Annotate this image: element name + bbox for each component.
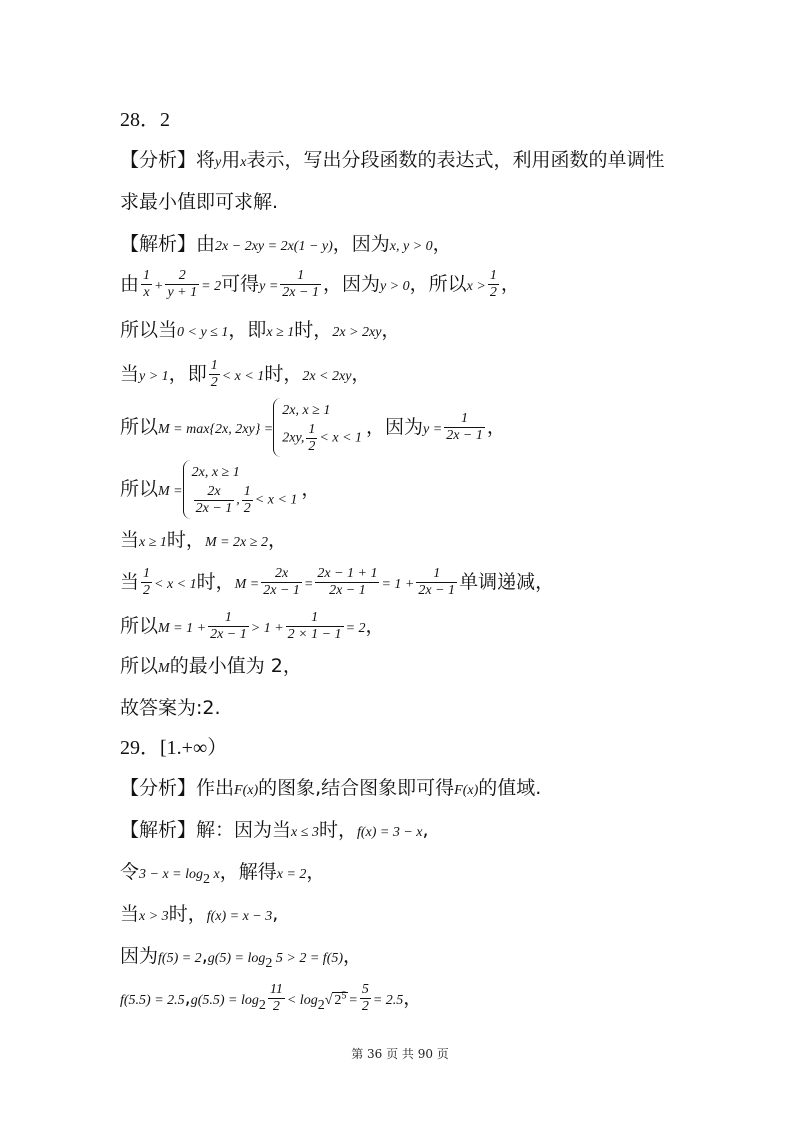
math-text: 所以当 xyxy=(120,319,178,341)
math-text xyxy=(416,566,457,599)
math-text: x > 3 xyxy=(139,909,169,924)
math-text: 所以 xyxy=(120,655,159,677)
q28-solution-line9 xyxy=(120,610,385,643)
fraction xyxy=(444,411,485,444)
math-text: 2 xyxy=(243,501,251,516)
math-text: 1 xyxy=(143,268,151,283)
math-text: , xyxy=(201,945,208,967)
math-text: ， xyxy=(301,478,321,500)
math-text: f(5.5) = 2.5 xyxy=(120,993,185,1008)
math-text: 2 xyxy=(165,268,199,285)
math-text: 1 xyxy=(416,566,457,583)
math-text: x xyxy=(143,285,150,300)
math-text: ， xyxy=(486,416,506,438)
math-text: 2x − 1 xyxy=(282,285,319,300)
q28-solution-line4 xyxy=(120,358,370,391)
analysis-label: 【分析】 xyxy=(120,777,197,799)
math-text: < x < 1 xyxy=(319,430,363,446)
math-text: y + 1 xyxy=(167,285,198,300)
q28-solution-line10 xyxy=(120,652,302,683)
math-text: F(x) xyxy=(234,783,259,798)
math-text: f(x) = x − 3 xyxy=(206,909,273,924)
math-text xyxy=(208,610,249,643)
math-text: 1 xyxy=(308,422,316,437)
math-text: 2x, x ≥ 1 xyxy=(191,465,240,480)
math-text: x > xyxy=(466,279,486,294)
math-text: ， xyxy=(500,273,520,295)
math-text: y > 1 xyxy=(139,369,169,384)
math-text: g(5.5) = log xyxy=(190,993,259,1008)
math-text: 2 xyxy=(203,871,211,887)
fraction xyxy=(280,268,321,301)
math-text: x ≥ 1 xyxy=(139,535,167,550)
math-text: 11 xyxy=(269,982,283,997)
math-text: 5 > 2 = f(5) xyxy=(272,951,344,966)
q28-solution-line2 xyxy=(120,268,520,301)
math-text xyxy=(242,484,253,517)
math-text xyxy=(332,992,348,1008)
math-text: 时， xyxy=(166,529,205,551)
math-text: 解：因为当 xyxy=(196,819,292,841)
math-text: x = 2 xyxy=(276,867,307,882)
q28-solution-line7 xyxy=(120,526,287,557)
math-text: ，解得 xyxy=(219,861,277,883)
math-text: 时， xyxy=(196,571,235,593)
math-text: 令 xyxy=(120,861,140,883)
math-text: 2x − 1 xyxy=(329,583,366,598)
math-text xyxy=(268,982,285,1015)
fraction xyxy=(165,268,199,301)
math-text: 2 xyxy=(317,997,325,1013)
math-text: f(x) = 3 − x xyxy=(356,825,423,840)
fraction xyxy=(488,268,499,301)
math-text: M = max{2x, 2xy} = xyxy=(158,422,274,437)
math-text: 5 xyxy=(341,990,347,1002)
math-text: x xyxy=(210,867,220,882)
math-text: 2 xyxy=(308,439,316,454)
math-text: 时， xyxy=(294,319,333,341)
math-text: 2x − 1 xyxy=(195,501,233,516)
math-text: ， xyxy=(365,615,385,637)
solution-label: 【解析】 xyxy=(120,819,197,841)
math-text: f(5) = 2 xyxy=(158,951,202,966)
math-text: 2x − 1 xyxy=(263,583,300,598)
math-text: 可得 xyxy=(221,273,260,295)
math-text: = xyxy=(303,577,314,592)
q28-solution-line3 xyxy=(120,316,400,347)
math-text: 时， xyxy=(318,819,357,841)
math-text: 所以 xyxy=(120,615,159,637)
math-text: 的值域. xyxy=(478,777,542,799)
math-text xyxy=(315,566,379,599)
math-text: M = 2x ≥ 2 xyxy=(204,535,268,550)
math-text: M = 1 + xyxy=(158,621,207,636)
q29-solution-line5 xyxy=(120,982,422,1020)
math-text: 作出 xyxy=(196,777,235,799)
math-text: 当 xyxy=(120,529,140,551)
piecewise-brace xyxy=(273,398,366,457)
math-text: y > 0 xyxy=(379,279,410,294)
math-text: 1 xyxy=(489,268,497,283)
math-text: 2 xyxy=(210,375,218,390)
math-text: < x < 1 xyxy=(154,577,197,592)
math-text: , xyxy=(236,492,240,508)
math-text: 1 xyxy=(444,411,485,428)
math-text: 2 xyxy=(143,583,151,598)
math-text: 当 xyxy=(120,571,140,593)
q28-analysis: 【分析】将y用x表示，写出分段函数的表达式，利用函数的单调性 xyxy=(120,149,665,171)
math-text: = 1 + xyxy=(381,577,415,592)
q29-analysis xyxy=(120,774,541,805)
math-text: 2 xyxy=(272,999,280,1014)
math-text: 的图象,结合图象即可得 xyxy=(258,777,455,799)
math-text xyxy=(141,566,152,599)
math-text: ，因为 xyxy=(322,273,380,295)
math-text: 时， xyxy=(264,363,303,385)
math-text: < log xyxy=(286,993,318,1008)
math-text: 当 xyxy=(120,903,140,925)
math-text: g(5) = log xyxy=(207,951,266,966)
solution-label: 【解析】 xyxy=(120,233,197,255)
math-text: 3 − x = log xyxy=(139,867,204,882)
math-text: 2x − 1 xyxy=(418,583,456,598)
q28-header: 28．2 xyxy=(120,109,170,131)
math-text: 1 xyxy=(243,484,251,499)
q29-header: 29．[1.+∞） xyxy=(120,737,228,759)
math-text: = 2 xyxy=(345,621,366,636)
q29-solution-line3 xyxy=(120,900,278,931)
math-text: 2x xyxy=(261,566,302,583)
math-text xyxy=(360,982,371,1015)
math-text xyxy=(261,566,302,599)
math-text: ， xyxy=(306,861,326,883)
q28-solution-line8 xyxy=(120,566,554,599)
fraction xyxy=(141,268,152,301)
math-text: ，因为 xyxy=(366,416,424,438)
math-text: = xyxy=(348,993,358,1008)
math-text: < x < 1 xyxy=(254,492,298,508)
math-text: 当 xyxy=(120,363,140,385)
math-text: + xyxy=(154,279,164,294)
math-text xyxy=(286,610,344,643)
math-text: 2 xyxy=(265,955,273,971)
math-text: , xyxy=(272,903,279,925)
math-text: 2 xyxy=(258,997,266,1013)
q28-answer: 故答案为:2. xyxy=(120,697,221,719)
math-text: , xyxy=(184,987,191,1009)
math-text: = 2.5 xyxy=(372,993,404,1008)
math-text: 2x, x ≥ 1 xyxy=(282,403,331,418)
math-text: ， xyxy=(267,529,287,551)
math-text: 单调递减， xyxy=(459,571,555,593)
math-text: 2xy, xyxy=(282,430,305,446)
math-text xyxy=(282,422,362,455)
math-text xyxy=(306,422,317,455)
math-text: 1 xyxy=(210,358,218,373)
math-text: y = xyxy=(423,422,443,437)
math-text: > 1 + xyxy=(250,621,284,636)
analysis-label: 【分析】 xyxy=(120,149,197,171)
math-text: 0 < y ≤ 1 xyxy=(177,325,229,340)
math-text: 2x − 1 xyxy=(210,627,247,642)
math-text: x, y > 0 xyxy=(389,239,433,254)
math-text: = 2 xyxy=(201,279,222,294)
math-text: ， xyxy=(343,945,363,967)
q28-analysis-line2: 求最小值即可求解. xyxy=(120,191,279,213)
math-text: 2x xyxy=(194,484,235,501)
math-text: , xyxy=(422,819,429,841)
q28-solution-line5 xyxy=(120,398,506,457)
math-text: 2 xyxy=(489,285,497,300)
math-text: 2 xyxy=(334,993,342,1008)
math-text: x ≥ 1 xyxy=(266,325,295,340)
math-text: ，即 xyxy=(168,363,207,385)
math-text: 2x > 2xy xyxy=(332,325,382,340)
math-text: ， xyxy=(432,233,452,255)
math-text: ， xyxy=(351,363,371,385)
math-text: √ xyxy=(324,993,333,1008)
math-text: ， xyxy=(403,987,423,1009)
math-text: M xyxy=(158,661,170,676)
math-text: ，因为 xyxy=(332,233,390,255)
math-text: ， xyxy=(381,319,401,341)
math-text: 2 xyxy=(361,999,369,1014)
math-text: ，所以 xyxy=(409,273,467,295)
math-text: 1 xyxy=(286,610,344,627)
math-text: 因为 xyxy=(120,945,159,967)
math-text xyxy=(192,484,298,517)
math-text: 的最小值为 2， xyxy=(169,655,302,677)
math-text: x ≤ 3 xyxy=(291,825,319,840)
fraction xyxy=(209,358,220,391)
math-text: F(x) xyxy=(454,783,479,798)
math-text: 2x − 2xy = 2x(1 − y) xyxy=(215,239,333,254)
math-text: 由 xyxy=(120,273,140,295)
math-text: 由 xyxy=(196,233,216,255)
page-footer: 第 36 页 共 90 页 xyxy=(351,1047,449,1061)
math-text: M = xyxy=(158,484,183,499)
math-text: 所以 xyxy=(120,416,159,438)
math-text: 所以 xyxy=(120,478,159,500)
q29-solution-line4 xyxy=(120,942,362,978)
math-text: y = xyxy=(259,279,279,294)
math-text: 1 xyxy=(208,610,249,627)
math-text xyxy=(194,484,235,517)
math-text: 时， xyxy=(168,903,207,925)
math-text: < x < 1 xyxy=(221,369,265,384)
math-text: 1 xyxy=(280,268,321,285)
math-text: 2 × 1 − 1 xyxy=(287,627,342,642)
piecewise-brace xyxy=(183,460,302,519)
math-text: M = xyxy=(234,577,260,592)
q28-solution-line6 xyxy=(120,460,320,519)
q29-solution-line2 xyxy=(120,858,325,894)
math-text: 1 xyxy=(143,566,151,581)
math-text: 2x − 1 + 1 xyxy=(317,566,378,581)
q29-solution-line1 xyxy=(120,816,429,847)
math-text: 2x − 1 xyxy=(446,428,483,443)
math-text: 2x < 2xy xyxy=(302,369,352,384)
math-text: ，即 xyxy=(228,319,267,341)
math-text: 5 xyxy=(361,982,369,997)
q28-solution-line1 xyxy=(120,230,452,261)
